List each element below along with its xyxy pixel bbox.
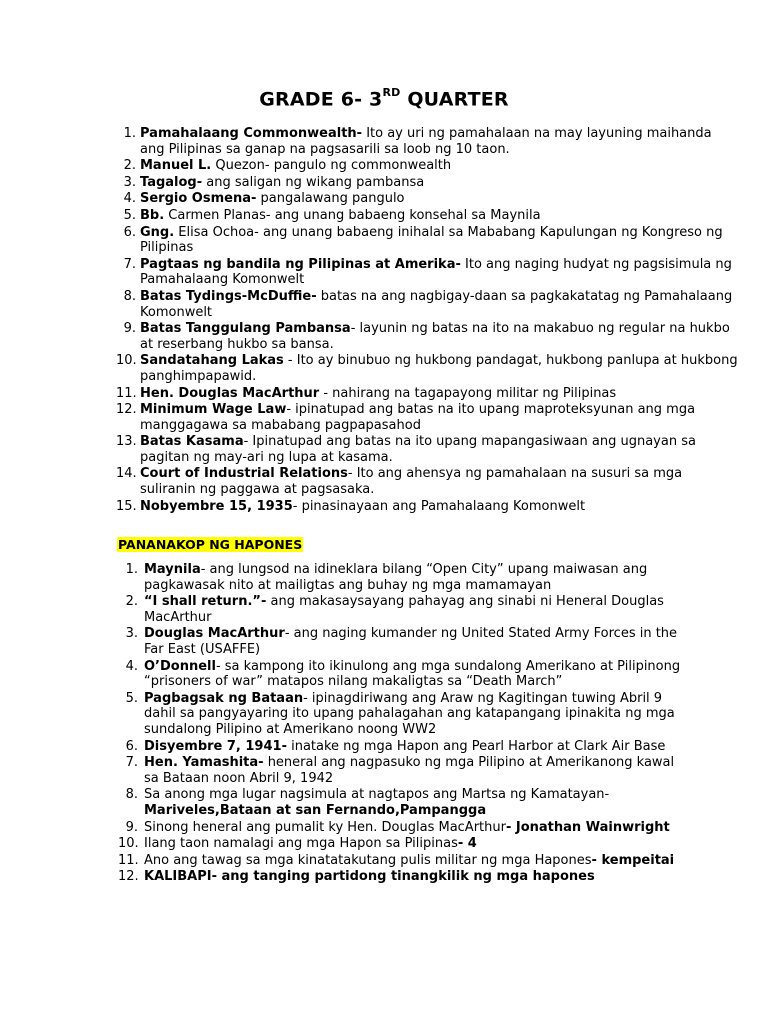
item-term: Pagtaas ng bandila ng Pilipinas at Amerika- (140, 256, 461, 272)
commonwealth-list (116, 126, 740, 515)
item-term: Pamahalaang Commonwealth- (140, 126, 363, 141)
item-term: Batas Tanggulang Pambansa (140, 321, 351, 337)
item-number: 4. (123, 191, 136, 207)
item-number: 11. (118, 852, 139, 868)
item-term: O’Donnell (144, 658, 216, 674)
list-item (123, 288, 740, 320)
item-number: 6. (125, 738, 138, 754)
list-item (116, 498, 740, 515)
item-text: Elisa Ochoa- ang unang babaeng inihalal sa Mababang Kapulungan ng Kongreso ng Pilipinas (140, 224, 723, 256)
list-item (125, 626, 684, 657)
item-number: 12. (118, 869, 139, 885)
item-number: 8. (125, 787, 138, 803)
list-item (125, 755, 684, 786)
item-number: 10. (116, 353, 137, 369)
item-answer: Mariveles,Bataan at san Fernando,Pampangga (144, 802, 487, 818)
list-item (116, 466, 740, 498)
item-text: - ipinatupad ang batas na ito upang maproteksyunan ang mga manggagawa sa mababang pagpapasahod (140, 402, 696, 433)
section-heading: PANANAKOP NG HAPONES (118, 537, 303, 552)
list-item (123, 158, 740, 174)
item-text: Sa anong mga lugar nagsimula at nagtapos ang Martsa ng Kamatayan- (144, 787, 610, 803)
list-item (116, 434, 740, 465)
item-text: ang makasaysayang pahayag ang sinabi ni Heneral Douglas MacArthur (144, 594, 664, 625)
item-number: 3. (125, 626, 138, 642)
item-answer: - kempeitai (591, 852, 675, 868)
item-text: - Ipinatupad ang batas na ito upang mapangasiwaan ang ugnayan sa pagitan ng may-ari ng lupa at kasama. (140, 434, 696, 465)
item-number: 6. (123, 224, 136, 240)
item-term: KALIBAPI- ang tanging partidong tinangkilik ng mga hapones (144, 869, 595, 885)
item-text: - nahirang na tagapayong militar ng Pilipinas (319, 385, 617, 401)
list-item (123, 126, 740, 157)
item-term: Minimum Wage Law (140, 402, 287, 418)
item-number: 1. (125, 562, 138, 577)
list-item (125, 690, 684, 738)
item-term: Maynila (144, 562, 201, 577)
item-number: 15. (116, 498, 137, 514)
item-number: 9. (125, 819, 138, 835)
item-text: - Ito ay binubuo ng hukbong pandagat, hukbong panlupa at hukbong panghimpapawid. (140, 353, 738, 384)
item-text: Ilang taon namalagi ang mga Hapon sa Pilipinas (144, 836, 458, 852)
list-item (123, 321, 740, 352)
item-text: Ito ay uri ng pamahalaan na may layuning maihanda ang Pilipinas sa ganap na pagsasarili sa loob ng 10 taon. (140, 126, 712, 157)
item-number: 7. (123, 256, 136, 272)
item-text: - ang naging kumander ng United Stated Army Forces in the Far East (USAFFE) (144, 626, 678, 657)
item-term: Pagbagsak ng Bataan (144, 690, 304, 706)
item-text: - Ito ang ahensya ng pamahalaan na susuri sa mga suliranin ng paggawa at pagsasaka. (140, 466, 683, 498)
item-term: Hen. Yamashita- (144, 755, 264, 771)
list-item (123, 224, 740, 256)
item-term: Bb. (140, 207, 165, 223)
list-item (125, 819, 684, 836)
item-answer: - 4 (457, 836, 477, 852)
item-text: Ito ang naging hudyat ng pagsisimula ng Pamahalaang Komonwelt (140, 256, 732, 288)
list-item (123, 256, 740, 288)
list-item (125, 787, 684, 818)
item-text: pangalawang pangulo (256, 191, 405, 207)
item-term: Hen. Douglas MacArthur (140, 385, 320, 401)
item-number: 4. (125, 658, 138, 674)
item-number: 11. (116, 385, 137, 401)
item-text: - ipinagdiriwang ang Araw ng Kagitingan tuwing Abril 9 dahil sa pangyayaring ito upang pahalagahan ang katapangang ipinakita ng mga sundalong Pilipino at Amerikano noong WW2 (144, 690, 675, 737)
item-number: 7. (125, 755, 138, 771)
item-number: 10. (118, 836, 139, 852)
item-term: Disyembre 7, 1941- (144, 738, 287, 754)
item-term: Sergio Osmena- (140, 191, 257, 207)
item-text: - sa kampong ito ikinulong ang mga sundalong Amerikano at Pilipinong “prisoners of war” matapos nilang makaligtas sa “Death March” (144, 658, 681, 690)
item-number: 1. (123, 126, 136, 141)
item-text: Ano ang tawag sa mga kinatatakutang pulis militar ng mga Hapones (144, 852, 592, 868)
item-text: Sinong heneral ang pumalit ky Hen. Douglas MacArthur (144, 819, 506, 835)
item-term: Manuel L. (140, 158, 212, 174)
item-term: Batas Kasama (140, 434, 244, 450)
list-item (116, 385, 740, 402)
item-text: - pinasinayaan ang Pamahalaang Komonwelt (292, 498, 586, 514)
item-text: batas na ang nagbigay-daan sa pagkakatatag ng Pamahalaang Komonwelt (140, 288, 733, 320)
item-term: Sandatahang Lakas (140, 353, 284, 369)
item-term: Douglas MacArthur (144, 626, 285, 642)
list-item (123, 174, 740, 191)
item-term: “I shall return.”- (144, 594, 267, 610)
list-item (125, 594, 684, 625)
item-number: 13. (116, 434, 137, 450)
item-text: inatake ng mga Hapon ang Pearl Harbor at Clark Air Base (286, 738, 666, 754)
item-number: 2. (125, 594, 138, 610)
item-number: 8. (123, 288, 136, 304)
item-term: Nobyembre 15, 1935 (140, 498, 293, 514)
item-term: Tagalog- (140, 174, 203, 190)
list-item (123, 191, 740, 207)
item-text: heneral ang nagpasuko ng mga Pilipino at Amerikanong kawal sa Bataan noon Abril 9, 1942 (144, 755, 675, 786)
list-item (116, 402, 740, 433)
list-item (125, 738, 684, 755)
item-number: 5. (123, 207, 136, 223)
item-number: 5. (125, 690, 138, 706)
item-text: ang saligan ng wikang pambansa (202, 174, 425, 190)
list-item (118, 852, 684, 869)
list-item (118, 869, 684, 885)
japanese-occupation-list (118, 562, 684, 886)
page-title: GRADE 6- 3RD QUARTER (259, 86, 509, 111)
item-number: 14. (116, 466, 137, 482)
item-term: Gng. (140, 224, 175, 240)
item-term: Court of Industrial Relations (140, 466, 348, 482)
item-number: 3. (123, 174, 136, 190)
item-text: Quezon- pangulo ng commonwealth (211, 158, 452, 174)
list-item (123, 207, 740, 224)
item-term: Batas Tydings-McDuffie- (140, 288, 317, 304)
item-text: Carmen Planas- ang unang babaeng konsehal sa Maynila (164, 207, 541, 223)
list-item (125, 658, 684, 690)
list-item (125, 562, 684, 593)
item-number: 12. (116, 402, 137, 418)
list-item (118, 836, 684, 852)
item-answer: - Jonathan Wainwright (505, 819, 670, 835)
item-number: 9. (123, 321, 136, 337)
item-number: 2. (123, 158, 136, 174)
item-text: - layunin ng batas na ito na makabuo ng regular na hukbo at reserbang hukbo sa bansa. (140, 321, 730, 352)
list-item (116, 353, 740, 384)
item-text: - ang lungsod na idineklara bilang “Open City” upang maiwasan ang pagkawasak nito at mailigtas ang buhay ng mga mamamayan (144, 562, 648, 593)
